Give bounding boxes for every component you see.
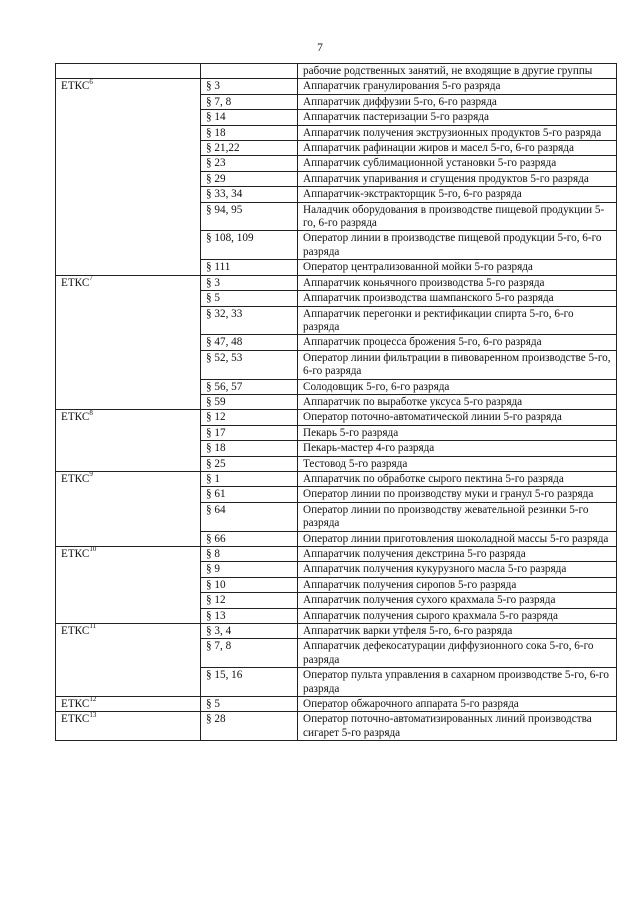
section-cell: § 17 [201, 425, 298, 440]
footnote-ref: 7 [89, 275, 93, 282]
profession-title-cell: Аппаратчик пастеризации 5-го разряда [298, 110, 617, 125]
section-cell: § 108, 109 [201, 231, 298, 260]
section-cell: § 5 [201, 697, 298, 712]
section-cell: § 59 [201, 394, 298, 409]
footnote-ref: 6 [89, 78, 93, 86]
profession-title-cell: Аппаратчик коньячного производства 5-го разряда [298, 275, 617, 290]
table-row [56, 712, 617, 741]
profession-title-cell: Аппаратчик получения кукурузного масла 5-го разряда [298, 562, 617, 577]
section-cell: § 14 [201, 110, 298, 125]
table-row [56, 64, 617, 79]
profession-title-cell: Аппаратчик получения сырого крахмала 5-го разряда [298, 608, 617, 623]
profession-title-cell: Оператор обжарочного аппарата 5-го разряда [298, 697, 617, 712]
section-cell: § 3 [201, 275, 298, 290]
profession-title-cell: Аппаратчик процесса брожения 5-го, 6-го разряда [298, 335, 617, 350]
profession-title-cell: Солодовщик 5-го, 6-го разряда [298, 379, 617, 394]
section-cell: § 15, 16 [201, 668, 298, 697]
footnote-ref: 9 [89, 471, 93, 479]
profession-title-cell: Аппаратчик рафинации жиров и масел 5-го, 6-го разряда [298, 141, 617, 156]
page-number: 7 [317, 42, 323, 54]
profession-title-cell: Оператор поточно-автоматической линии 5-го разряда [298, 410, 617, 425]
profession-title-cell: Аппаратчик-экстракторщик 5-го, 6-го разряда [298, 187, 617, 202]
section-cell: § 25 [201, 456, 298, 471]
profession-title-cell: Аппаратчик перегонки и ректификации спирта 5-го, 6-го разряда [298, 306, 617, 335]
profession-title-cell: Аппаратчик получения сухого крахмала 5-го разряда [298, 593, 617, 608]
table-body [56, 64, 617, 741]
section-cell: § 111 [201, 260, 298, 275]
group-cell [56, 471, 201, 546]
group-label: ЕТКС [61, 548, 90, 560]
group-cell [56, 79, 201, 275]
section-cell: § 12 [201, 593, 298, 608]
profession-title-cell: Оператор линии фильтрации в пивоваренном производстве 5-го, 6-го разряда [298, 350, 617, 379]
profession-title-cell: Аппаратчик упаривания и сгущения продуктов 5-го разряда [298, 171, 617, 186]
section-cell: § 5 [201, 291, 298, 306]
group-label: ЕТКС [61, 80, 90, 93]
section-cell: § 66 [201, 531, 298, 546]
profession-title-cell: Наладчик оборудования в производстве пищевой продукции 5-го, 6-го разряда [298, 202, 617, 231]
section-cell: § 18 [201, 125, 298, 140]
group-cell [56, 624, 201, 697]
section-cell: § 12 [201, 410, 298, 425]
footnote-ref: 10 [89, 546, 97, 554]
table-row [56, 697, 617, 712]
section-cell: § 61 [201, 487, 298, 502]
group-label: ЕТКС [61, 411, 90, 424]
table-row [56, 79, 617, 94]
section-cell: § 10 [201, 577, 298, 592]
section-cell: § 1 [201, 471, 298, 486]
footnote-ref: 12 [89, 696, 97, 704]
section-cell: § 94, 95 [201, 202, 298, 231]
profession-title-cell: Оператор линии в производстве пищевой продукции 5-го, 6-го разряда [298, 231, 617, 260]
section-cell: § 64 [201, 502, 298, 531]
section-cell: § 32, 33 [201, 306, 298, 335]
profession-title-cell: Аппаратчик по выработке уксуса 5-го разряда [298, 394, 617, 409]
profession-title-cell: Оператор пульта управления в сахарном производстве 5-го, 6-го разряда [298, 668, 617, 697]
section-cell: § 28 [201, 712, 298, 741]
profession-title-cell: Пекарь-мастер 4-го разряда [298, 441, 617, 456]
section-cell: § 47, 48 [201, 335, 298, 350]
section-cell [201, 64, 298, 79]
group-label: ЕТКС [61, 276, 90, 289]
group-cell [56, 547, 201, 624]
table-row [56, 547, 617, 562]
footnote-ref: 11 [89, 623, 97, 631]
group-cell [56, 275, 201, 410]
profession-table [55, 63, 617, 741]
profession-title-cell: Оператор линии по производству муки и гранул 5-го разряда [298, 487, 617, 502]
group-cell [56, 64, 201, 79]
profession-title-cell: Аппаратчик производства шампанского 5-го разряда [298, 291, 617, 306]
section-cell: § 13 [201, 608, 298, 623]
group-cell [56, 712, 201, 741]
section-cell: § 7, 8 [201, 639, 298, 668]
table-row [56, 471, 617, 486]
section-cell: § 18 [201, 441, 298, 456]
group-label: ЕТКС [61, 625, 90, 638]
group-label: ЕТКС [61, 472, 90, 485]
profession-title-cell: Оператор поточно-автоматизированных линий производства сигарет 5-го разряда [298, 712, 617, 741]
section-cell: § 29 [201, 171, 298, 186]
profession-title-cell: Пекарь 5-го разряда [298, 425, 617, 440]
profession-title-cell: Аппаратчик получения декстрина 5-го разряда [298, 547, 617, 562]
section-cell: § 8 [201, 547, 298, 562]
section-cell: § 56, 57 [201, 379, 298, 394]
profession-title-cell: Аппаратчик гранулирования 5-го разряда [298, 79, 617, 94]
section-cell: § 9 [201, 562, 298, 577]
profession-title-cell: Оператор линии по производству жевательной резинки 5-го разряда [298, 502, 617, 531]
table-row [56, 410, 617, 425]
table-row [56, 275, 617, 290]
profession-title-cell: рабочие родственных занятий, не входящие в другие группы [298, 64, 617, 79]
table-row [56, 624, 617, 639]
profession-title-cell: Оператор централизованной мойки 5-го разряда [298, 260, 617, 275]
profession-title-cell: Аппаратчик дефекосатурации диффузионного сока 5-го, 6-го разряда [298, 639, 617, 668]
profession-title-cell: Аппаратчик получения сиропов 5-го разряда [298, 577, 617, 592]
group-label: ЕТКС [61, 713, 90, 726]
group-cell [56, 697, 201, 712]
group-cell [56, 410, 201, 472]
profession-title-cell: Тестовод 5-го разряда [298, 456, 617, 471]
profession-title-cell: Аппаратчик получения экструзионных продуктов 5-го разряда [298, 125, 617, 140]
footnote-ref: 8 [89, 409, 93, 417]
profession-title-cell: Оператор линии приготовления шоколадной массы 5-го разряда [298, 531, 617, 546]
profession-title-cell: Аппаратчик варки утфеля 5-го, 6-го разряда [298, 624, 617, 639]
footnote-ref: 13 [89, 711, 97, 719]
profession-title-cell: Аппаратчик по обработке сырого пектина 5-го разряда [298, 471, 617, 486]
section-cell: § 3 [201, 79, 298, 94]
group-label: ЕТКС [61, 698, 90, 711]
section-cell: § 21,22 [201, 141, 298, 156]
section-cell: § 33, 34 [201, 187, 298, 202]
section-cell: § 7, 8 [201, 94, 298, 109]
profession-title-cell: Аппаратчик сублимационной установки 5-го разряда [298, 156, 617, 171]
section-cell: § 52, 53 [201, 350, 298, 379]
section-cell: § 23 [201, 156, 298, 171]
profession-title-cell: Аппаратчик диффузии 5-го, 6-го разряда [298, 94, 617, 109]
section-cell: § 3, 4 [201, 624, 298, 639]
